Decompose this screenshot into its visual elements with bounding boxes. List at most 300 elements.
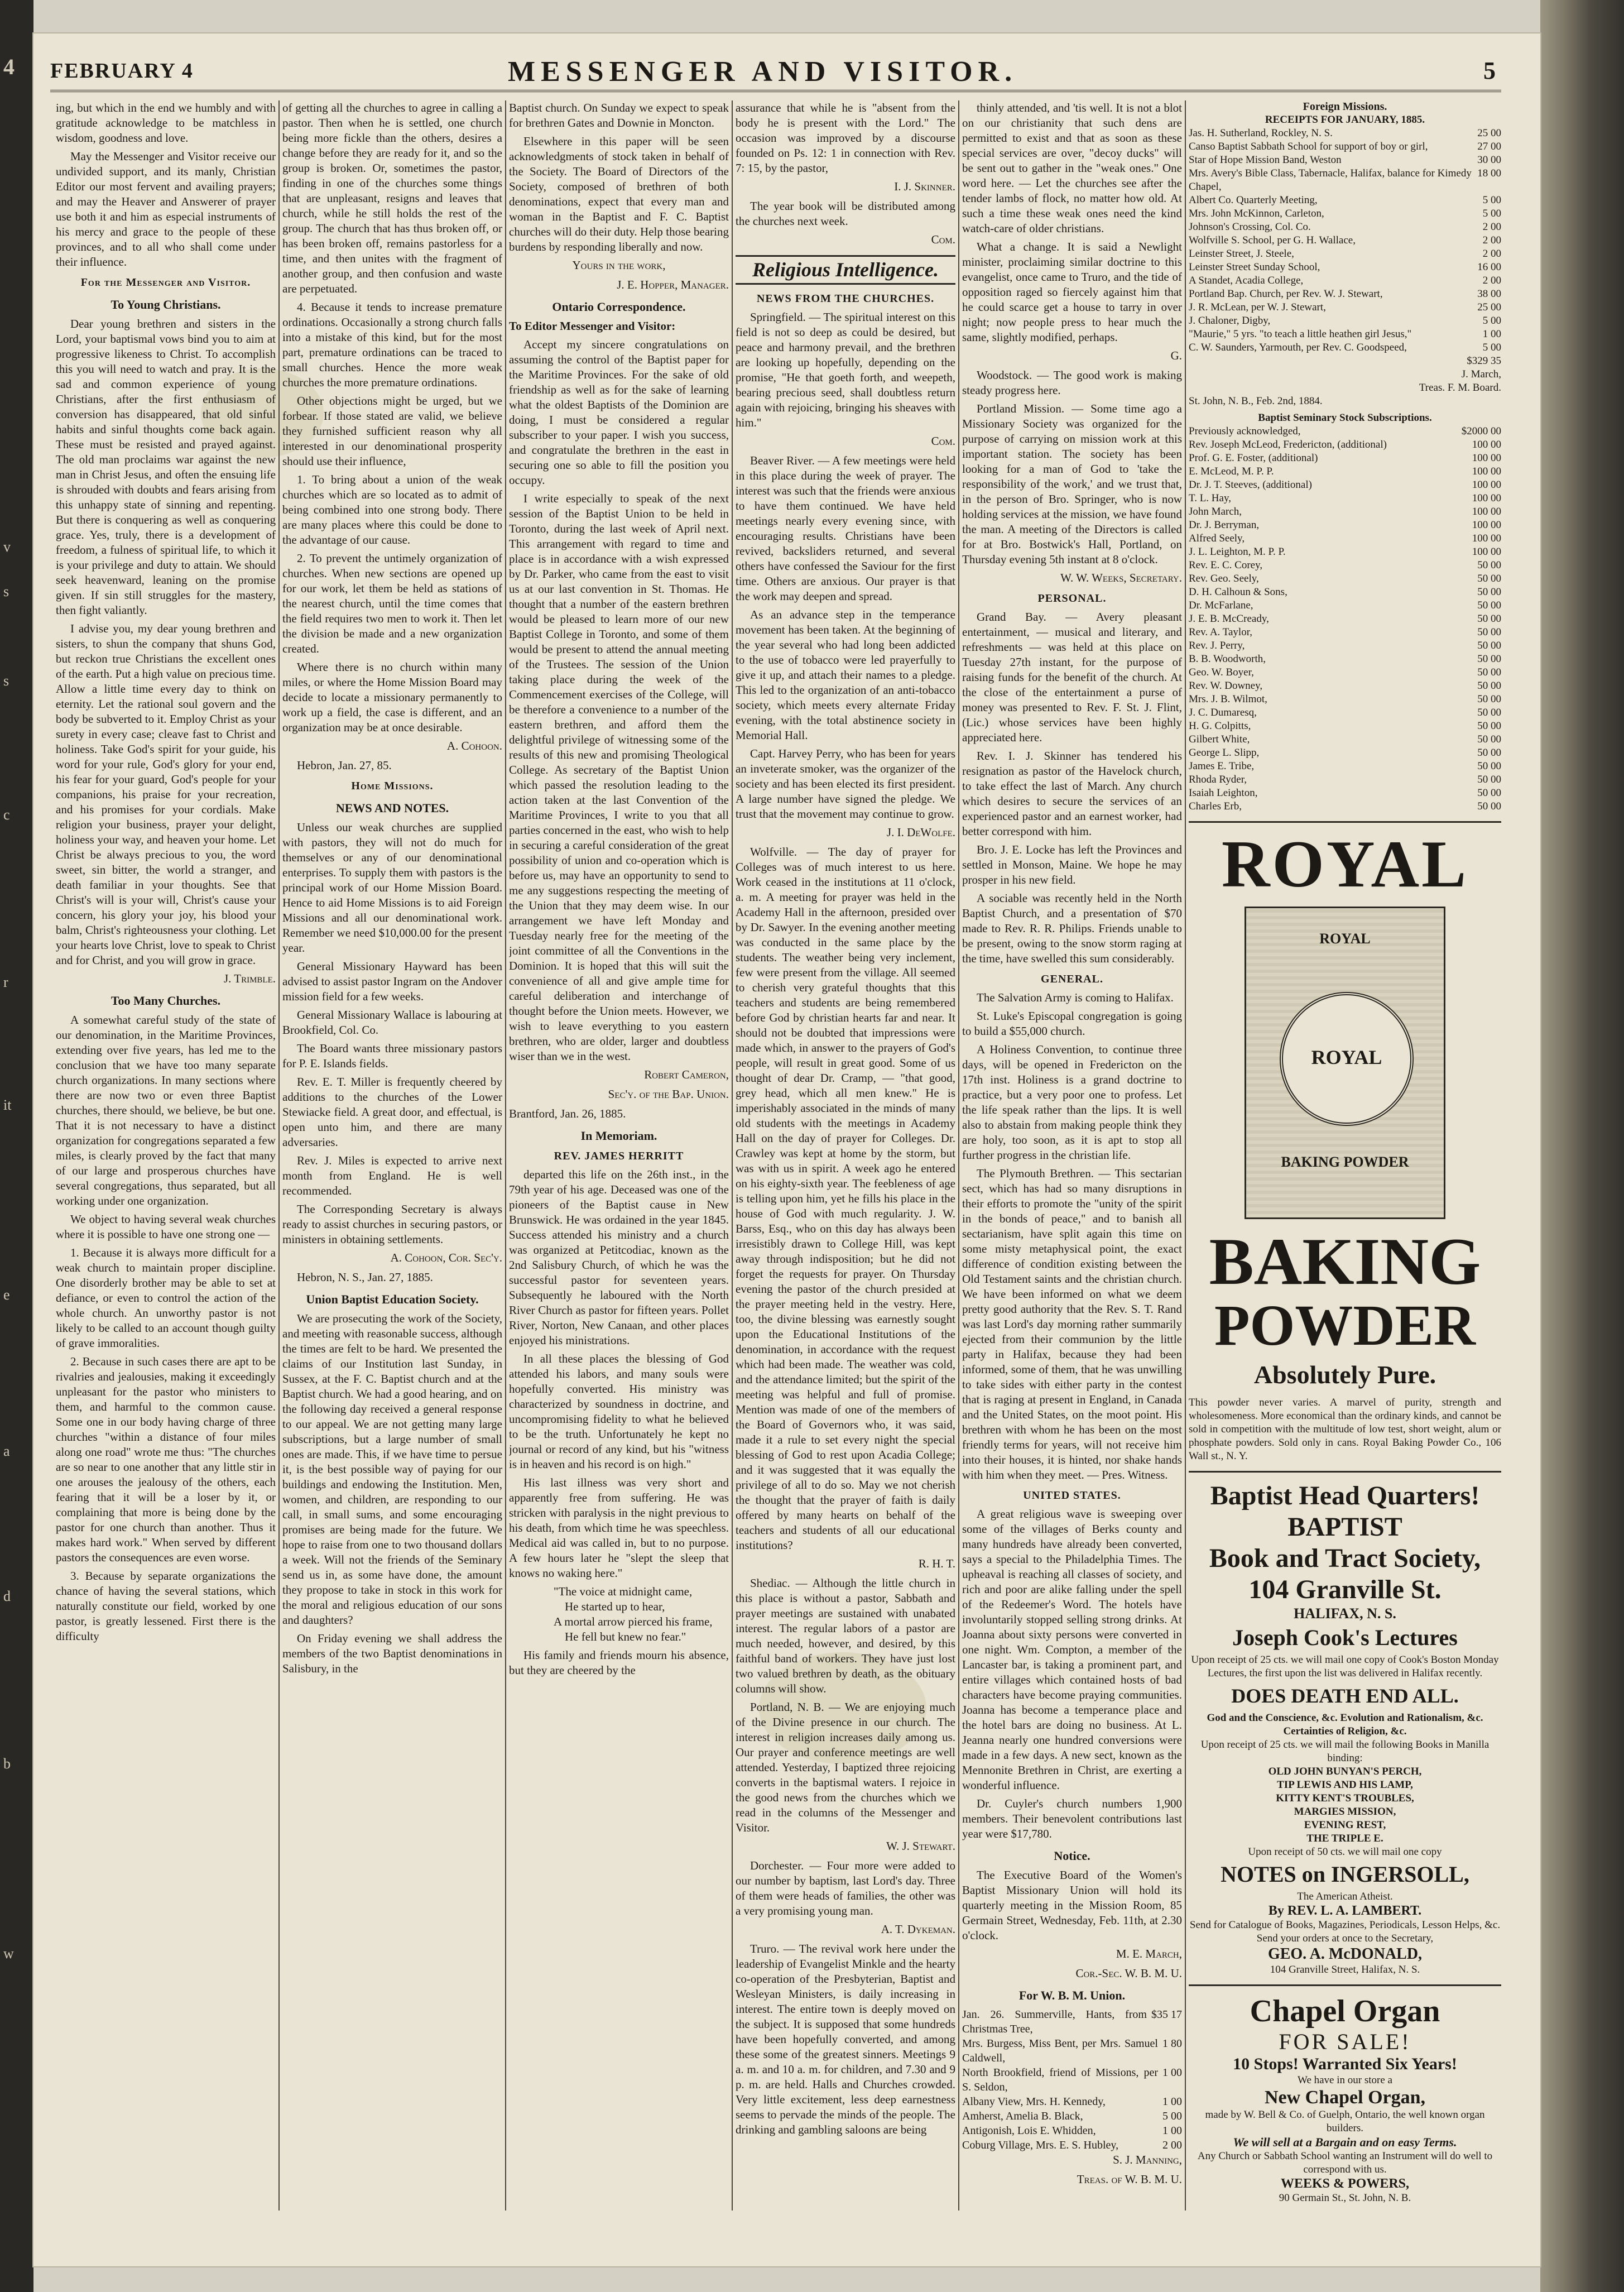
receipt-row bbox=[1189, 154, 1501, 167]
article-paragraph: In all these places the blessing of God attended his labors, and many souls were hopefully converted. His ministry was characterized by soundness in doctrine, and uncompromising fidelity to what he believed to be the truth. Unfortunately he kept no journal or record of any kind, but his "witness is in heaven and his record is on high." bbox=[509, 1352, 729, 1471]
advertisement-column bbox=[1189, 100, 1501, 2211]
author-signature: R. H. T. bbox=[918, 1557, 955, 1570]
dealer-name: WEEKS & POWERS, bbox=[1280, 2176, 1410, 2191]
article-paragraph: What a change. It is said a Newlight minister, proclaiming similar doctrine to this evangelist, once came to Truro, and the tide of opposition raged so fiercely against him that he could scarce get a house to tarry in over night; now people press to hear much the same, slightly modified, perhaps. bbox=[962, 240, 1182, 344]
donor: Leinster Street Sunday School, bbox=[1189, 261, 1320, 273]
receipt-row bbox=[1189, 140, 1501, 154]
receipt-row bbox=[1189, 287, 1501, 301]
cook-lectures: Joseph Cook's Lectures bbox=[1232, 1625, 1458, 1650]
article-paragraph: Portland, N. B. — We are enjoying much of the Divine presence in our church. The interest in religion increases daily among us. Our prayer and conference meetings are well attended. Yesterday, I baptized three rejoicing converts in the baptismal waters. I rejoice in the good news from the churches which we read in the columns of the Messenger and Visitor. bbox=[736, 1700, 955, 1834]
fragment-char: c bbox=[3, 807, 10, 823]
subscriber: Rev. A. Taylor, bbox=[1189, 626, 1253, 638]
column-rule bbox=[278, 100, 280, 2211]
subscriber: B. B. Woodworth, bbox=[1189, 653, 1266, 665]
donor: J. Chaloner, Digby, bbox=[1189, 315, 1271, 327]
donor: North Brookfield, friend of Missions, per S. Seldon, bbox=[962, 2066, 1158, 2093]
amount: 50 00 bbox=[1477, 747, 1501, 759]
donor: Johnson's Crossing, Col. Co. bbox=[1189, 221, 1311, 233]
amount: 100 00 bbox=[1472, 519, 1501, 531]
article-paragraph: Woodstock. — The good work is making steady progress here. bbox=[962, 368, 1182, 397]
ad-text: We have in our store a bbox=[1298, 2074, 1392, 2086]
bookstore-ad-society: Book and Tract Society, bbox=[1209, 1543, 1481, 1573]
ingersoll-title: NOTES on INGERSOLL, bbox=[1221, 1862, 1469, 1887]
royal-ad-baking: BAKING bbox=[1209, 1224, 1481, 1298]
article-paragraph: Beaver River. — A few meetings were held in this place during the week of prayer. The interest was such that the friends were anxious to have them continued. We have held meetings nearly every evening since, with encouraging results. Christians have been revived, backsliders returned, and several others have confessed the Saviour for the first time. Others are anxious. Our prayer is that the work may deepen and spread. bbox=[736, 454, 955, 603]
article-paragraph: Other objections might be urged, but we forbear. If those stated are valid, we believe they furnished sufficient reason why all interested in our denominational prosperity should use their influence, bbox=[282, 394, 502, 468]
ad-text: made by W. Bell & Co. of Guelph, Ontario, the well known organ builders. bbox=[1205, 2109, 1485, 2134]
amount: 100 00 bbox=[1472, 533, 1501, 544]
author-signature: J. E. Hopper, Manager. bbox=[617, 278, 729, 291]
amount: 5 00 bbox=[1482, 208, 1501, 219]
bookstore-ad-address: 104 Granville St. bbox=[1248, 1575, 1442, 1604]
subscriber: J. E. B. McCready, bbox=[1189, 613, 1269, 625]
ad-heading: Foreign Missions. bbox=[1303, 100, 1387, 113]
column-rule bbox=[505, 100, 506, 2211]
subscription-row bbox=[1189, 693, 1501, 706]
page-number: 5 bbox=[1483, 57, 1496, 84]
secretary-name: GEO. A. McDONALD, bbox=[1267, 1945, 1423, 1963]
amount: 27 00 bbox=[1477, 141, 1501, 152]
amount: 2 00 bbox=[1162, 2139, 1182, 2151]
article-paragraph: Shediac. — Although the little church in this place is without a pastor, Sabbath and prayer meetings are sustained with unabated interest. The regular labors of a pastor are much needed, however, and desired, by this faithful band of workers. They have just lost two valued brethren by death, as the obituary columns will show. bbox=[736, 1576, 955, 1695]
article-paragraph: ing, but which in the end we humbly and with gratitude acknowledge to be matchless in wisdom, goodness and love. bbox=[56, 101, 276, 145]
article-paragraph: of getting all the churches to agree in calling a pastor. Then when he is settled, one church being more fickle than the others, desires a change before they are ready for it, and so the group is broken. Or, sometimes the pastor, finding in one of the churches some things that are unpleasant, resigns and leaves that church, while he still holds the rest of the group. The church that has thus broken off, or has been broken off, remains pastorless for a time, and then unites with the fragment of another group, and then confusion and waste are perpetuated. bbox=[282, 101, 502, 295]
amount: 30 00 bbox=[1477, 154, 1501, 166]
fragment-char: d bbox=[3, 1588, 11, 1604]
receipt-row bbox=[1189, 194, 1501, 207]
subscriber: Dr. McFarlane, bbox=[1189, 600, 1253, 611]
obituary-name: REV. JAMES HERRITT bbox=[554, 1150, 684, 1162]
subscriber: Mrs. J. B. Wilmot, bbox=[1189, 693, 1267, 705]
donor: Portland Bap. Church, per Rev. W. J. Stewart, bbox=[1189, 288, 1383, 300]
subscriber: Charles Erb, bbox=[1189, 800, 1242, 812]
amount: 50 00 bbox=[1477, 733, 1501, 745]
fragment-char: it bbox=[3, 1097, 12, 1113]
subscription-row bbox=[1189, 733, 1501, 746]
article-heading: Union Baptist Education Society. bbox=[306, 1292, 479, 1306]
subscriber: Rev. W. Downey, bbox=[1189, 680, 1263, 692]
ad-author: By REV. L. A. LAMBERT. bbox=[1268, 1903, 1422, 1918]
article-paragraph: His family and friends mourn his absence, but they are cheered by the bbox=[509, 1648, 729, 1677]
amount: 50 00 bbox=[1477, 573, 1501, 584]
donor: J. R. McLean, per W. J. Stewart, bbox=[1189, 301, 1326, 313]
amount: 50 00 bbox=[1477, 640, 1501, 651]
subscriber: James E. Tribe, bbox=[1189, 760, 1255, 772]
column-3 bbox=[509, 100, 729, 2211]
subscriber: Rhoda Ryder, bbox=[1189, 774, 1247, 785]
article-heading: Ontario Correspondence. bbox=[552, 300, 686, 314]
article-paragraph: The Salvation Army is coming to Halifax. bbox=[977, 991, 1174, 1004]
column-2 bbox=[282, 100, 502, 2211]
royal-ad-tagline: Absolutely Pure. bbox=[1253, 1360, 1436, 1389]
subscription-row bbox=[1189, 586, 1501, 599]
subscription-row bbox=[1189, 800, 1501, 813]
subscriber: Rev. Joseph McLeod, Fredericton, (additional) bbox=[1189, 439, 1387, 450]
section-subheading: Home Missions. bbox=[351, 780, 434, 792]
subscriber: Prof. G. E. Foster, (additional) bbox=[1189, 452, 1318, 464]
subscription-row bbox=[1189, 612, 1501, 626]
amount: 18 00 bbox=[1477, 167, 1501, 179]
article-paragraph: Where there is no church within many miles, or where the Home Mission Board may decide to locate a missionary permanently to work up a field, the case is different, and an organization may be at once desirable. bbox=[282, 660, 502, 734]
article-paragraph: Dr. Cuyler's church numbers 1,900 members. Their benevolent contributions last year were $17,780. bbox=[962, 1797, 1182, 1840]
dateline: Brantford, Jan. 26, 1885. bbox=[509, 1107, 626, 1120]
article-paragraph: We are prosecuting the work of the Society, and meeting with reasonable success, although the times are felt to be hard. We presented the claims of our Institution last Sunday, in Sussex, at the F. C. Baptist church and at the Baptist church. We had a good hearing, and on the following day received a general response to our appeal. We are not getting many large subscriptions, but a large number of small ones are made. This, if we have time to persue it, is the best possible way of paying for our buildings and endowing the Institution. Men, women, and children, are responding to our call, in small sums, and some encouraging promises are being made for the future. We hope to raise from one to two thousand dollars a week. Will not the friends of the Seminary send us in, as some have done, the amount they propose to take in stock in this work for the moral and religious education of our sons and daughters? bbox=[282, 1312, 502, 1627]
article-paragraph: 1. Because it is always more difficult for a weak church to maintain proper discipline. One disorderly brother may be able to set at defiance, or even to control the action of the whole church. An unworthy pastor is not likely to be called to an account though guilty of grave immoralities. bbox=[56, 1246, 276, 1350]
article-paragraph: Rev. I. J. Skinner has tendered his resignation as pastor of the Havelock church, to take effect the last of March. Any church which desires to secure the services of an experienced pastor and an earnest worker, had better correspond with him. bbox=[962, 749, 1182, 838]
article-paragraph: The Corresponding Secretary is always ready to assist churches in securing pastors, or ministers in obtaining settlements. bbox=[282, 1202, 502, 1246]
subscription-row bbox=[1189, 519, 1501, 532]
amount: 50 00 bbox=[1477, 653, 1501, 665]
donor: Mrs. Avery's Bible Class, Tabernacle, Halifax, balance for Kimedy Chapel, bbox=[1189, 167, 1472, 193]
amount: 1 00 bbox=[1162, 2066, 1182, 2079]
subscription-row bbox=[1189, 760, 1501, 773]
receipt-row bbox=[1189, 341, 1501, 354]
subscription-row bbox=[1189, 787, 1501, 800]
receipt-row bbox=[1189, 301, 1501, 314]
amount: 50 00 bbox=[1477, 626, 1501, 638]
bookstore-ad-baptist: BAPTIST bbox=[1287, 1512, 1402, 1542]
receipt-row bbox=[1189, 220, 1501, 234]
amount: 100 00 bbox=[1472, 479, 1501, 491]
article-paragraph: A somewhat careful study of the state of our denomination, in the Maritime Provinces, extending over five years, has led me to the conclusion that we have too many separate church organizations. In many sections where there are now two or even three Baptist churches, there should, we believe, be but one. That it is not necessary to have a distinct organization for congregations separated a few miles, is clearly proved by the fact that many of our large and prosperous churches have several congregations, thus separated, but all working under one organization. bbox=[56, 1013, 276, 1207]
amount: 100 00 bbox=[1472, 466, 1501, 477]
fragment-char: a bbox=[3, 1443, 10, 1459]
donor: Antigonish, Lois E. Whidden, bbox=[962, 2125, 1096, 2137]
masthead bbox=[50, 53, 1501, 92]
donor: Albany View, Mrs. H. Kennedy, bbox=[962, 2096, 1106, 2108]
author-signature: J. I. DeWolfe. bbox=[886, 826, 955, 839]
salutation: To Editor Messenger and Visitor: bbox=[509, 319, 676, 333]
donor: Mrs. John McKinnon, Carleton, bbox=[1189, 208, 1324, 219]
article-paragraph: Rev. E. T. Miller is frequently cheered by additions to the churches of the Lower Stewiacke field. A great door, and effectual, is open unto him, and there are many adversaries. bbox=[282, 1075, 502, 1149]
receipt-row bbox=[1189, 328, 1501, 341]
amount: 16 00 bbox=[1477, 261, 1501, 273]
article-paragraph: A Holiness Convention, to continue three days, will be opened in Fredericton on the 17th inst. Holiness is a grand doctrine to practice, but a very poor one to profess. Let the life speak rather than the lips. It is well also to abstain from making people think they are holy, too soon, as it is apt to stop all further progress in the christian life. bbox=[962, 1043, 1182, 1162]
author-signature: Treas. of W. B. M. U. bbox=[1077, 2173, 1182, 2186]
article-paragraph: Wolfville. — The day of prayer for Colleges was of much interest to us here. Work ceased in the institutions at 11 o'clock, a. m. A meeting for prayer was held in the Academy Hall in the afternoon, presided over by Dr. Sawyer. In the evening another meeting was conducted in the same place by the students. The weather being very inclement, few were present from the village. All seemed to cherish very grateful thoughts that this teachers and students are being remembered before God by christian hearts far and near. It should not be doubted that impressions were made which, in answer to the prayers of God's people, will result in great good. Some of us thought of dear Dr. Cramp, — "that good, grey head, which all men knew." He is imperishably associated in the minds of many old students with the meetings in Academy Hall on the day of prayer for Colleges. Dr. Crawley was kept at home by the storm, but was with us in spirit. A week ago he entered on his eighty-sixth year. The feebleness of age is telling upon him, yet he fills his place in the house of God with much regularity. J. W. Barss, Esq., who on this day has always been irresistibly drawn to College Hill, was kept away through indisposition; but he did not forget the requests for prayer. On Thursday evening the pastor of the church presided at the prayer meeting held in the vestry. Here, too, the divine blessing was earnestly sought upon the Educational Institutions of the denomination, in accordance with the request which had been made. The weather was cold, and the attendance limited; but the spirit of the meeting was helpful and full of promise. Mention was made of one of the members of the Board of Governors who, it was said, made it a rule to set every night the special blessing of God to rest upon Acadia College; and it was suggested that it was equally the privilege of all to do so. May we not cherish the thought that the prayer of faith is daily offered by many hearts on behalf of the teachers and students of all our educational institutions? bbox=[736, 845, 955, 1552]
article-paragraph: 3. Because by separate organizations the chance of having the several stations, which naturally constitute our field, worked by one pastor, is greatly lessened. First there is the difficulty bbox=[56, 1569, 276, 1643]
author-signature: J. Trimble. bbox=[223, 972, 276, 985]
fragment-char: 4 bbox=[3, 54, 15, 79]
amount: 50 00 bbox=[1477, 613, 1501, 625]
amount: 50 00 bbox=[1477, 693, 1501, 705]
donor: Albert Co. Quarterly Meeting, bbox=[1189, 194, 1318, 206]
article-paragraph: A sociable was recently held in the North Baptist Church, and a presentation of $70 made to Rev. R. R. Philips. Friends unable to be present, owing to the snow storm raging at the time, have swelled this sum considerably. bbox=[962, 891, 1182, 965]
article-paragraph: St. Luke's Episcopal congregation is going to build a $55,000 church. bbox=[962, 1009, 1182, 1038]
subscription-row bbox=[1189, 706, 1501, 720]
organ-ad-forsale: FOR SALE! bbox=[1279, 2029, 1411, 2054]
article-paragraph: His last illness was very short and apparently free from suffering. He was stricken with paralysis in the night previous to his death, from which time he was speechless. Medical aid was called in, but to no purpose. A few hours later he "slept the sleep that knows no waking here." bbox=[509, 1476, 729, 1580]
bookstore-ad-headline: Baptist Head Quarters! bbox=[1210, 1481, 1480, 1511]
section-subheading: PERSONAL. bbox=[1037, 592, 1107, 605]
donor: Mrs. Burgess, Miss Bent, per Mrs. Samuel Caldwell, bbox=[962, 2037, 1158, 2064]
article-paragraph: The Executive Board of the Women's Baptist Missionary Union will hold its quarterly meeting in the Mission Room, 85 Germain Street, Wednesday, Feb. 11th, at 2.30 o'clock. bbox=[962, 1868, 1182, 1942]
author-signature: G. bbox=[1170, 349, 1182, 362]
subscription-row bbox=[1189, 559, 1501, 572]
amount: 2 00 bbox=[1482, 275, 1501, 286]
amount: 5 00 bbox=[1162, 2110, 1182, 2122]
author-signature: S. J. Manning, bbox=[1113, 2153, 1182, 2166]
subscriber: George L. Slipp, bbox=[1189, 747, 1260, 759]
author-signature: Cor.-Sec. W. B. M. U. bbox=[1075, 1967, 1182, 1980]
receipt-row bbox=[962, 2007, 1182, 2036]
fragment-char: e bbox=[3, 1287, 10, 1303]
article-paragraph: Dorchester. — Four more were added to our number by baptism, last Lord's day. Three of them were heads of families, the other was a very promising young man. bbox=[736, 1859, 955, 1917]
subscription-row bbox=[1189, 478, 1501, 492]
subscriber: Rev. E. C. Corey, bbox=[1189, 559, 1263, 571]
subscription-row bbox=[1189, 452, 1501, 465]
column-rule bbox=[1185, 100, 1186, 2211]
subscriber: T. L. Hay, bbox=[1189, 492, 1231, 504]
donor: Star of Hope Mission Band, Weston bbox=[1189, 154, 1342, 166]
dateline: Hebron, N. S., Jan. 27, 1885. bbox=[297, 1270, 433, 1284]
article-paragraph: On Friday evening we shall address the members of the two Baptist denominations in Salisbury, in the bbox=[282, 1632, 502, 1675]
subscription-row bbox=[1189, 746, 1501, 760]
article-paragraph: I write especially to speak of the next session of the Baptist Union to be held in Toronto, during the last week of April next. This arrangement with regard to time and place is in accordance with a wish expressed by Dr. Parker, who came from the east to visit us at our last convention in St. Thomas. He thought that a number of the eastern brethren would be pleased to learn more of our new Baptist College in Toronto, and some of them would be present to attend the annual meeting of the Trustees. The session of the Union taking place during the week of the Commencement exercises of the College, will be therefore a convenience to a number of the eastern brethren, and afford them the delightful privilege of witnessing some of the results of this new and promising Theological College. As secretary of the Baptist Union which passed the resolution leading to the action taken at the last Convention of the Maritime Provinces, I write to you that all parties concerned in the east, who wish to help in securing a careful consideration of the great possibility of union and co-operation which is before us, may have an opportunity to send to me any suggestions respecting the meeting of the Union that they may deem wise. In our arrangement we have left Monday and Tuesday nearly free for the meeting of the joint committee of all the Conventions in the Dominion. It is hoped that this will suit the convenience of all and give ample time for careful deliberation and interchange of thought before the Union meets. However, we wish to leave everything to you eastern brethren, who are older, larger and doubtless wiser than we in the west. bbox=[509, 492, 729, 1063]
tin-label: ROYAL bbox=[1319, 931, 1371, 947]
author-signature: A. Cohoon. bbox=[446, 739, 502, 752]
receipt-row bbox=[1189, 234, 1501, 247]
amount: 50 00 bbox=[1477, 774, 1501, 785]
organ-ad-title: Chapel Organ bbox=[1250, 1994, 1440, 2029]
receipt-row bbox=[962, 2109, 1182, 2123]
book-list bbox=[1189, 1765, 1501, 1845]
author-signature: W. J. Stewart. bbox=[886, 1839, 955, 1853]
subscription-row bbox=[1189, 720, 1501, 733]
subscriber: Gilbert White, bbox=[1189, 733, 1250, 745]
column-4 bbox=[736, 100, 955, 2211]
article-paragraph: General Missionary Wallace is labouring at Brookfield, Col. Co. bbox=[282, 1008, 502, 1037]
receipt-row bbox=[1189, 274, 1501, 287]
article-paragraph: Baptist church. On Sunday we expect to speak for brethren Gates and Downie in Moncton. bbox=[509, 101, 729, 130]
amount: 50 00 bbox=[1477, 760, 1501, 772]
amount: 50 00 bbox=[1477, 559, 1501, 571]
article-heading: To Young Christians. bbox=[110, 298, 221, 311]
section-subheading: For the Messenger and Visitor. bbox=[80, 276, 251, 289]
receipt-row bbox=[1189, 314, 1501, 328]
author-signature: Com. bbox=[931, 434, 955, 448]
author-signature: Robert Cameron, bbox=[644, 1068, 729, 1081]
author-signature: Yours in the work, bbox=[572, 258, 666, 272]
newspaper-title: MESSENGER AND VISITOR. bbox=[508, 56, 1018, 88]
tin-label: BAKING POWDER bbox=[1281, 1154, 1409, 1170]
article-paragraph: The Plymouth Brethren. — This sectarian sect, which has had so many disruptions in their efforts to promote the "unity of the spirit in the bonds of peace," and to banish all sectarianism, have split again this time on some misty metaphysical point, the exact difference of condition existing between the Old Testament saints and the christian church. We have been informed on what we deem pretty good authority that the Rev. S. T. Rand was last Lord's day morning rather summarily ejected from their communion by the little party in Halifax, because they had been informed, some of them, that he was unwilling to take sides with either party in the contest that is raging at present in England, in Canada and the United States, on the moot point. His brethren with whom he has been on the most friendly terms for years, will not receive him into their houses, it is hinted, nor shake hands with him when they meet. — Pres. Witness. bbox=[962, 1167, 1182, 1481]
subscription-row bbox=[1189, 545, 1501, 559]
receipt-row bbox=[1189, 167, 1501, 194]
donor: "Maurie," 5 yrs. "to teach a little heathen girl Jesus," bbox=[1189, 328, 1412, 340]
amount: 100 00 bbox=[1472, 492, 1501, 504]
article-paragraph: Elsewhere in this paper will be seen acknowledgments of stock taken in behalf of the Society. The Board of Directors of the Society, composed of brethren of both denominations, expect that every man and woman in the Baptist and F. C. Baptist churches will do their duty. Help those bearing burdens by responding liberally and now. bbox=[509, 135, 729, 253]
subscriber: Alfred Seely, bbox=[1189, 533, 1245, 544]
article-paragraph: General Missionary Hayward has been advised to assist pastor Ingram on the Andover mission field for a few weeks. bbox=[282, 960, 502, 1003]
article-paragraph: I advise you, my dear young brethren and sisters, to shun the company that shuns God, but reckon true Christians the excellent ones of the earth. Put a high value on precious time. Allow a little time every day to think on eternity. Let the rational soul govern and the body be subverted to it. Employ Christ as your surety in every case; cleave fast to Christ and holiness. Take God's spirit for your guide, his word for your rule, God's glory for your end, his fear for your guard, God's people for your companions, his praise for your recreation, and his promises for your cordials. Make religion your business, prayer your delight, holiness your way, and heaven your home. Let Christ be always precious to you, the word sweet, sin bitter, the world a stranger, and death familiar in your thoughts. See that Christ's will is your will, Christ's cause your concern, his glory your joy, his blood your balm, Christ's righteousness your clothing. Let your hearts love Christ, love to speak to Christ and for Christ, and you will grow in grace. bbox=[56, 622, 276, 967]
book-title: THE TRIPLE E. bbox=[1306, 1833, 1383, 1844]
amount: 50 00 bbox=[1477, 680, 1501, 692]
article-paragraph: departed this life on the 26th inst., in the 79th year of his age. Deceased was one of the pioneers of the Baptist cause in New Brunswick. He was ordained in the year 1845. Success attended his ministry and a church was organized at Petitcodiac, known as the 2nd Salisbury Church, of which he was the successful pastor for seventeen years. Subsequently he laboured with the North River Church as pastor for fifteen years. Pollet River, Norton, New Canaan, and other places enjoyed his ministrations. bbox=[509, 1168, 729, 1347]
subscriber: Isaiah Leighton, bbox=[1189, 787, 1258, 799]
subscriber: J. L. Leighton, M. P. P. bbox=[1189, 546, 1286, 558]
article-paragraph: Dear young brethren and sisters in the Lord, your baptismal vows bind you to aim at progressive likeness to Christ. To accomplish this you will need to watch and pray. It is the sad and common experience of young Christians, after the first enthusiasm of conversion has disappeared, that old sinful habits and sinful thoughts come back again. These must be resisted and prayed against. The old man proclaims war against the new man in Christ Jesus, and often the ensuing life is shrouded with doubts and fears arising from this unhappy state of sinning and repenting. But there is conquering as well as conquering grace. Yes, truly, there is a development of freedom, a fulness of spiritual life, to which it is your privilege and duty to attain. We should seek heavenward, leaning on the promise given. If sin still struggles for the mastery, then fight valiantly. bbox=[56, 317, 276, 617]
organ-ad-stops: 10 Stops! Warranted Six Years! bbox=[1233, 2055, 1457, 2073]
subscriber: J. C. Dumaresq, bbox=[1189, 707, 1257, 718]
column-rule bbox=[732, 100, 733, 2211]
ad-text: God and the Conscience, &c. Evolution and Rationalism, &c. Certainties of Religion, &c. bbox=[1207, 1712, 1483, 1737]
author-signature: A. T. Dykeman. bbox=[881, 1922, 955, 1936]
amount: 5 00 bbox=[1482, 315, 1501, 327]
donor: Canso Baptist Sabbath School for support of boy or girl, bbox=[1189, 141, 1428, 152]
amount: 50 00 bbox=[1477, 787, 1501, 799]
dateline: St. John, N. B., Feb. 2nd, 1884. bbox=[1189, 395, 1323, 407]
subscription-row bbox=[1189, 639, 1501, 653]
ad-text: Upon receipt of 25 cts. we will mail one copy of Cook's Boston Monday Lectures, the first upon the list was delivered in Halifax recently. bbox=[1191, 1654, 1499, 1679]
death-lecture: DOES DEATH END ALL. bbox=[1231, 1685, 1459, 1707]
subscriptions-list bbox=[1189, 425, 1501, 813]
article-paragraph: As an advance step in the temperance movement has been taken. At the beginning of the year several who had long been addicted to the use of tobacco were led prayerfully to give it up, and attach their names to a pledge. This led to the organization of an anti-tobacco society, which meets every alternate Friday evening, with the total abstinence society in Memorial Hall. bbox=[736, 608, 955, 742]
column-5 bbox=[962, 100, 1182, 2211]
donor: Jas. H. Sutherland, Rockley, N. S. bbox=[1189, 127, 1333, 139]
article-paragraph: Rev. J. Miles is expected to arrive next month from England. He is well recommended. bbox=[282, 1154, 502, 1197]
amount: 25 00 bbox=[1477, 127, 1501, 139]
amount: 50 00 bbox=[1477, 586, 1501, 598]
author-signature: A. Cohoon, Cor. Sec'y. bbox=[390, 1251, 502, 1264]
receipt-row bbox=[962, 2138, 1182, 2152]
receipt-row bbox=[962, 2094, 1182, 2109]
amount: 5 00 bbox=[1482, 194, 1501, 206]
subscriber: Previously acknowledged, bbox=[1189, 425, 1301, 437]
amount: 100 00 bbox=[1472, 506, 1501, 517]
ad-text: Upon receipt of 25 cts. we will mail the following Books in Manilla binding: bbox=[1200, 1739, 1490, 1764]
author-signature: I. J. Skinner. bbox=[894, 180, 955, 193]
amount: 1 00 bbox=[1162, 2125, 1182, 2137]
subscriber: H. G. Colpitts, bbox=[1189, 720, 1251, 732]
subscription-row bbox=[1189, 599, 1501, 612]
issue-date: FEBRUARY 4 bbox=[50, 59, 194, 83]
author-signature: M. E. March, bbox=[1116, 1947, 1182, 1960]
amount: 1 00 bbox=[1482, 328, 1501, 340]
subscriber: Geo. W. Boyer, bbox=[1189, 666, 1254, 678]
author-signature: Sec'y. of the Bap. Union. bbox=[608, 1087, 729, 1101]
article-paragraph: Capt. Harvey Perry, who has been for years an inveterate smoker, was the organizer of the society and has been elected its first president. A large number have signed the pledge. We trust that the movement may continue to grow. bbox=[736, 747, 955, 821]
subscription-row bbox=[1189, 679, 1501, 693]
organ-ad-new: New Chapel Organ, bbox=[1264, 2087, 1426, 2108]
donor: C. W. Saunders, Yarmouth, per Rev. C. Goodspeed, bbox=[1189, 342, 1407, 353]
receipt-row bbox=[1189, 261, 1501, 274]
subscription-row bbox=[1189, 532, 1501, 545]
ad-text: Any Church or Sabbath School wanting an Instrument will do well to correspond with us. bbox=[1197, 2150, 1493, 2175]
receipt-row bbox=[962, 2065, 1182, 2094]
section-subheading: Notice. bbox=[1054, 1849, 1090, 1863]
amount: 50 00 bbox=[1477, 720, 1501, 732]
amount: 50 00 bbox=[1477, 600, 1501, 611]
section-banner: Religious Intelligence. bbox=[736, 255, 955, 285]
amount: 2 00 bbox=[1482, 221, 1501, 233]
subscription-row bbox=[1189, 465, 1501, 478]
subscription-row bbox=[1189, 653, 1501, 666]
amount: 50 00 bbox=[1477, 800, 1501, 812]
amount: 100 00 bbox=[1472, 452, 1501, 464]
adjacent-page-edge bbox=[0, 0, 33, 2292]
receipt-row bbox=[962, 2036, 1182, 2065]
treasurer-signature: J. March, bbox=[1461, 368, 1501, 380]
secretary-address: 104 Granville Street, Halifax, N. S. bbox=[1270, 1964, 1420, 1975]
dealer-address: 90 Germain St., St. John, N. B. bbox=[1279, 2192, 1411, 2204]
donor: Jan. 26. Summerville, Hants, from Christmas Tree, bbox=[962, 2008, 1147, 2035]
subscription-row bbox=[1189, 492, 1501, 505]
fragment-char: w bbox=[3, 1945, 14, 1962]
article-paragraph: Unless our weak churches are supplied with pastors, they will not do much for themselves or any of our denominational enterprises. To supply them with pastors is the principal work of our Home Mission Board. Hence to aid Home Missions is to aid Foreign Missions and all our denominational work. Remember we need $10,000.00 for the present year. bbox=[282, 821, 502, 955]
donor: Amherst, Amelia B. Black, bbox=[962, 2110, 1083, 2122]
poem-line: "The voice at midnight came, bbox=[554, 1585, 693, 1598]
subscription-row bbox=[1189, 666, 1501, 679]
column-1 bbox=[56, 100, 276, 2211]
article-paragraph: We object to having several weak churches where it is possible to have one strong one — bbox=[56, 1212, 276, 1241]
fragment-char: b bbox=[3, 1756, 11, 1772]
amount: 38 00 bbox=[1477, 288, 1501, 300]
wbm-receipts-list bbox=[962, 2007, 1182, 2152]
amount: $35 17 bbox=[1151, 2008, 1182, 2021]
ad-text: The American Atheist. bbox=[1297, 1891, 1393, 1902]
treasurer-title: Treas. F. M. Board. bbox=[1419, 382, 1501, 394]
poem-line: He fell but knew no fear." bbox=[565, 1630, 686, 1643]
section-subheading: GENERAL. bbox=[1041, 973, 1103, 985]
section-subheading: NEWS FROM THE CHURCHES. bbox=[756, 293, 935, 305]
amount: 100 00 bbox=[1472, 546, 1501, 558]
book-spine-edge bbox=[1540, 0, 1624, 2292]
article-paragraph: assurance that while he is "absent from the body he is present with the Lord." The occasion was improved by a discourse founded on Ps. 12: 1 in connection with Rev. 7: 15, by the pastor, bbox=[736, 101, 955, 175]
ad-heading: Baptist Seminary Stock Subscriptions. bbox=[1258, 412, 1432, 424]
article-paragraph: Truro. — The revival work here under the leadership of Evangelist Minkle and the hearty co-operation of the Presbyterian, Baptist and Wesleyan Ministers, is daily increasing in interest. The entire town is deeply moved on the subject. It is supposed that some hundreds have been hopefully converted, and among these some of the greatest sinners. Meetings 9 a. m. and 10 a. m. for children, and 7.30 and 9 p. m. are held. Halls and Churches crowded. Very little excitement, less deep earnestness seems to pervade the minds of the people. The drinking and gambling saloons are being bbox=[736, 1942, 955, 2136]
subscriber: John March, bbox=[1189, 506, 1242, 517]
receipt-row bbox=[1189, 354, 1501, 368]
amount: 5 00 bbox=[1482, 342, 1501, 353]
article-paragraph: Springfield. — The spiritual interest on this field is not so deep as could be desired, but peace and harmony prevail, and the brethren are looking up hopefully, depending on the promise, "He that goeth forth, and weepeth, bearing precious seed, shall doubtless return again with rejoicing, bringing his sheaves with him." bbox=[736, 310, 955, 429]
amount: 2 00 bbox=[1482, 248, 1501, 260]
poem-line: He started up to hear, bbox=[565, 1600, 665, 1613]
receipts-list bbox=[1189, 127, 1501, 368]
subscriber: Rev. Geo. Seely, bbox=[1189, 573, 1259, 584]
article-paragraph: Accept my sincere congratulations on assuming the control of the Baptist paper for the Maritime Provinces. For the sake of old friendship as well as for the sake of learning what the oldest Baptists of the Dominion are doing, I must be considered a regular subscriber to your paper. I wish you success, and congratulate the brethren in the east in securing one so able to fill the position you occupy. bbox=[509, 338, 729, 487]
article-paragraph: May the Messenger and Visitor receive our undivided support, and its manly, Christian Editor our most fervent and availing prayers; and may the Heaver and Answerer of prayer use both it and him as especial instruments of his mercy and grace to the people of these provinces, and to all who shall come under their influence. bbox=[56, 150, 276, 268]
subscription-row bbox=[1189, 505, 1501, 519]
baking-powder-tin-image bbox=[1245, 907, 1445, 1219]
bookstore-ad-city: HALIFAX, N. S. bbox=[1294, 1605, 1396, 1622]
receipt-row bbox=[1189, 247, 1501, 261]
subscriber: Dr. J. Berryman, bbox=[1189, 519, 1260, 531]
article-paragraph: 4. Because it tends to increase premature ordinations. Occasionally a strong church falls into a mistake of this kind, but for the most part, premature ordinations can be traced to small churches. Hence the more weak churches the more premature ordinations. bbox=[282, 300, 502, 389]
subscription-row bbox=[1189, 572, 1501, 586]
amount: 50 00 bbox=[1477, 707, 1501, 718]
amount: $2000 00 bbox=[1461, 425, 1501, 437]
fragment-char: s bbox=[3, 673, 9, 689]
fragment-char: r bbox=[3, 974, 8, 990]
donor: Leinster Street, J. Steele, bbox=[1189, 248, 1294, 260]
section-subheading: For W. B. M. Union. bbox=[1018, 1988, 1126, 2002]
donor: Wolfville S. School, per G. H. Wallace, bbox=[1189, 234, 1356, 246]
article-paragraph: 1. To bring about a union of the weak churches which are so located as to admit of being combined into one strong body. There are many places where this could be done to the advantage of our cause. bbox=[282, 473, 502, 546]
subscription-row bbox=[1189, 438, 1501, 452]
poem-line: A mortal arrow pierced his frame, bbox=[554, 1615, 713, 1628]
author-signature: W. W. Weeks, Secretary. bbox=[1060, 571, 1182, 584]
amount: $329 35 bbox=[1467, 355, 1501, 367]
fragment-char: s bbox=[3, 583, 9, 600]
ad-text: Send for Catalogue of Books, Magazines, Periodicals, Lesson Helps, &c. Send your orders at once to the Secretary, bbox=[1189, 1919, 1501, 1944]
article-paragraph: A great religious wave is sweeping over some of the villages of Berks county and many hundreds have already been converted, says a special to the Philadelphia Times. The upheaval is reaching all classes of society, and rich and poor are alike falling under the spell of the Redeemer's Word. The hotels have involuntarily stopped selling strong drinks. At Joanna about sixty persons were converted in one night. Wm. Compton, a member of the Lancaster bar, is taking a prominent part, and entire villages which contained hosts of bad characters have become praying communities. Joanna has become a temperance place and the hotel bars are doing no business. At L. Jeanna nearly one hundred conversions were made in a few days. A new sect, known as the Mennonite Brethren in Christ, are exerting a wonderful influence. bbox=[962, 1507, 1182, 1792]
amount: 1 80 bbox=[1162, 2037, 1182, 2050]
book-title: EVENING REST, bbox=[1304, 1819, 1386, 1831]
fragment-char: v bbox=[3, 539, 11, 555]
ad-text: Upon receipt of 50 cts. we will mail one copy bbox=[1248, 1846, 1442, 1858]
article-paragraph: The year book will be distributed among the churches next week. bbox=[736, 199, 955, 228]
